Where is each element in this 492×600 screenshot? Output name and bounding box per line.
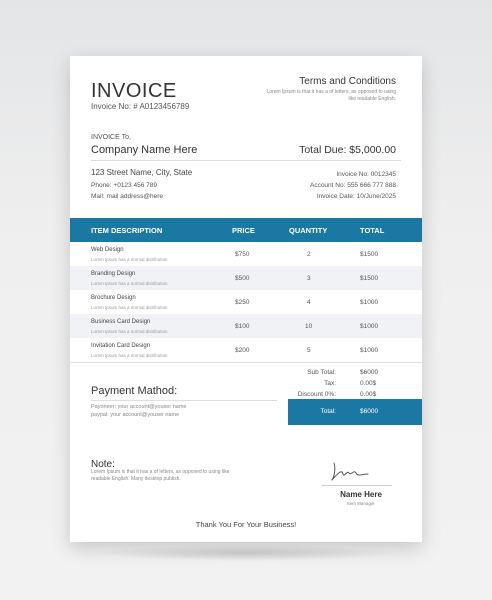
item-quantity: 10 — [305, 323, 313, 330]
signer-name: Name Here — [340, 490, 382, 499]
invoice-number-line: Invoice No: # A0123456789 — [91, 102, 190, 111]
terms-text: Lorem Ipsum is that it has a of letters, as opposed to using like readable English. — [266, 89, 396, 102]
grand-total-box — [288, 399, 422, 425]
item-name: Branding Design — [91, 271, 136, 277]
total-due: Total Due: $5,000.00 — [299, 144, 396, 156]
header-item-description: ITEM DESCRIPTION — [91, 226, 163, 235]
discount-value: 0.00$ — [360, 391, 377, 398]
payment-method-title: Payment Mathod: — [91, 385, 178, 397]
table-header — [70, 218, 422, 242]
item-price: $200 — [235, 347, 250, 354]
table-row — [70, 314, 422, 338]
signature-line — [322, 485, 392, 486]
subtotal-label: Sub Total: — [307, 369, 336, 376]
page-shadow — [96, 545, 396, 561]
table-row — [70, 338, 422, 362]
signature-icon — [328, 455, 378, 485]
tax-value: 0.00$ — [360, 380, 377, 387]
table-row — [70, 242, 422, 266]
item-quantity: 3 — [307, 275, 311, 282]
item-description: Lorem Ipsum has a normal distribution — [91, 257, 168, 262]
item-total: $1000 — [360, 347, 379, 354]
table-bottom-rule — [70, 362, 422, 363]
item-description: Lorem Ipsum has a normal distribution — [91, 281, 168, 286]
signer-role: Item Manager — [347, 501, 375, 506]
note-title: Note: — [91, 459, 115, 470]
invoice-no: Invoice No: 0012345 — [336, 171, 396, 178]
item-total: $1500 — [360, 275, 379, 282]
discount-label: Discount 0%: — [297, 391, 336, 398]
item-total: $1500 — [360, 251, 379, 258]
subtotal-value: $6000 — [360, 369, 379, 376]
grand-total-label: Total: — [320, 408, 336, 415]
thank-you-message: Thank You For Your Business! — [195, 520, 297, 529]
divider — [91, 160, 401, 161]
street-address: 123 Street Name, City, State — [91, 168, 193, 177]
item-price: $250 — [235, 299, 250, 306]
company-name: Company Name Here — [91, 144, 198, 156]
payment-line-paypal: paypal: your account@youser name — [91, 412, 180, 418]
item-price: $750 — [235, 251, 250, 258]
item-description: Lorem Ipsum has a normal distribution — [91, 305, 168, 310]
header-total: TOTAL — [360, 226, 385, 235]
bill-to-label: INVOICE To, — [91, 134, 131, 141]
table-row — [70, 290, 422, 314]
item-description: Lorem Ipsum has a normal distribution — [91, 329, 168, 334]
item-name: Web Design — [91, 247, 124, 253]
item-total: $1000 — [360, 323, 379, 330]
header-quantity: QUANTITY — [289, 226, 328, 235]
item-name: Brochure Design — [91, 295, 136, 301]
invoice-title: INVOICE — [91, 80, 177, 102]
note-text: Lorem Ipsum is that it has a of letters, as opposed to using like readable English. Many desktop publish. — [91, 469, 230, 482]
item-name: Business Card Design — [91, 319, 151, 325]
payment-divider — [91, 400, 277, 401]
item-name: Invitation Card Design — [91, 343, 151, 349]
invoice-date: Invoice Date: 10/June/2025 — [316, 193, 396, 200]
item-quantity: 2 — [307, 251, 311, 258]
grand-total-value: $6000 — [360, 408, 379, 415]
item-quantity: 5 — [307, 347, 311, 354]
item-price: $100 — [235, 323, 250, 330]
item-price: $500 — [235, 275, 250, 282]
payment-line-payoneer: Payoneer: your account@youser name — [91, 404, 187, 410]
item-total: $1000 — [360, 299, 379, 306]
table-row — [70, 266, 422, 290]
mail: Mail: mail address@here — [91, 193, 163, 200]
terms-title: Terms and Conditions — [299, 76, 396, 87]
tax-label: Tax: — [324, 380, 336, 387]
phone: Phone: +0123 456 789 — [91, 182, 157, 189]
header-price: PRICE — [232, 226, 255, 235]
invoice-sheet — [70, 56, 422, 542]
item-description: Lorem Ipsum has a normal distribution — [91, 353, 168, 358]
item-quantity: 4 — [307, 299, 311, 306]
account-no: Account No: 555 666 777 888 — [309, 182, 396, 189]
